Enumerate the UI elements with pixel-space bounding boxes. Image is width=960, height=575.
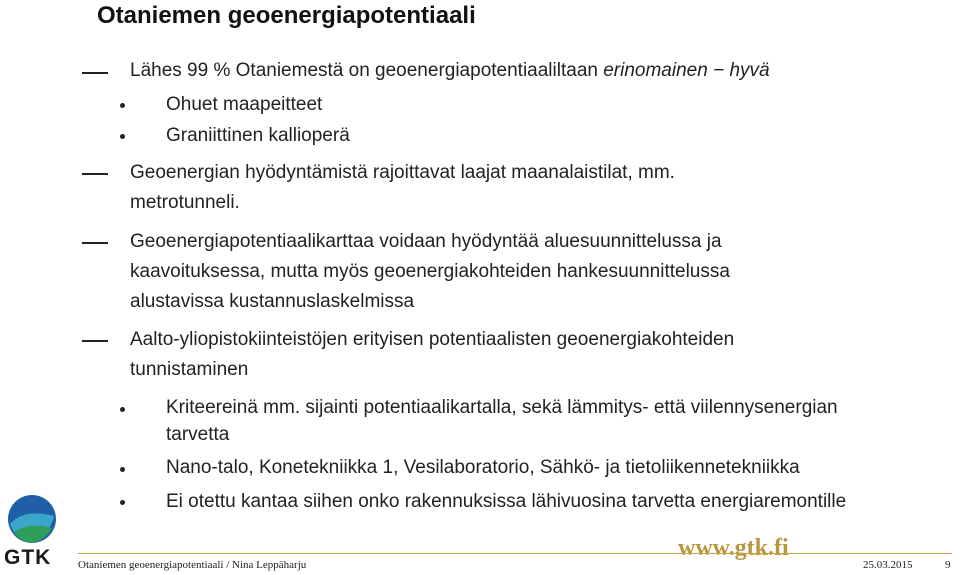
page-number: 9 (945, 559, 951, 571)
footer-date: 25.03.2015 (863, 559, 913, 571)
dash-marker (82, 173, 108, 175)
text-line: kaavoituksessa, mutta myös geoenergiakohteiden hankesuunnittelussa (130, 261, 730, 282)
dash-marker (82, 242, 108, 244)
bullet-marker (120, 500, 125, 505)
text-line: tunnistaminen (130, 359, 249, 380)
bullet-marker (120, 103, 125, 108)
text-line: Graniittinen kallioperä (166, 125, 350, 146)
footer-divider (78, 553, 952, 554)
bullet-marker (120, 407, 125, 412)
text-line (130, 56, 770, 85)
text-line: Geoenergiapotentiaalikarttaa voidaan hyödyntää aluesuunnittelussa ja (130, 231, 722, 252)
slide-title: Otaniemen geoenergiapotentiaali (97, 2, 476, 29)
website-link[interactable]: www.gtk.fi (678, 535, 789, 561)
footer-caption: Otaniemen geoenergiapotentiaali / Nina Leppäharju (78, 559, 307, 571)
emphasis-text: erinomainen − hyvä (603, 60, 770, 81)
text-line: Nano-talo, Konetekniikka 1, Vesilaboratorio, Sähkö- ja tietoliikennetekniikka (166, 457, 800, 478)
text-line: Ei otettu kantaa siihen onko rakennuksissa lähivuosina tarvetta energiaremontille (166, 491, 847, 512)
bullet-marker (120, 467, 125, 472)
text-line: alustavissa kustannuslaskelmissa (130, 291, 415, 312)
dash-marker (82, 72, 108, 74)
text-span: Lähes 99 % Otaniemestä on geoenergiapotentiaaliltaan (130, 60, 604, 81)
text-line: Kriteereinä mm. sijainti potentiaalikartalla, sekä lämmitys- että viilennysenergian (166, 397, 838, 418)
text-line: metrotunneli. (130, 192, 240, 213)
text-line: Ohuet maapeitteet (166, 94, 323, 115)
dash-marker (82, 340, 108, 342)
logo-text: GTK (4, 546, 52, 569)
text-line: Aalto-yliopistokiinteistöjen erityisen potentiaalisten geoenergiakohteiden (130, 329, 735, 350)
bullet-marker (120, 134, 125, 139)
text-line: tarvetta (166, 424, 230, 445)
text-line: Geoenergian hyödyntämistä rajoittavat laajat maanalaistilat, mm. (130, 162, 675, 183)
